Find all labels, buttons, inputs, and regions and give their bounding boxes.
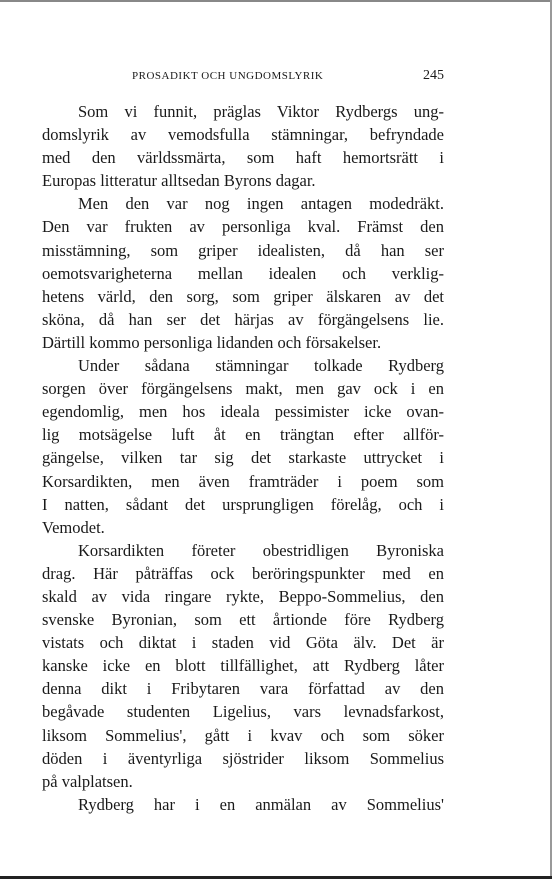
top-border <box>0 0 552 2</box>
text-line: liksom Sommelius', gått i kvav och som söker <box>42 725 444 745</box>
text-line: denna dikt i Fribytaren vara författad av den <box>42 679 444 699</box>
text-line: I natten, sådant det ursprungligen förelåg, och i <box>42 494 444 514</box>
text-line: lig motsägelse luft åt en trängtan efter allför- <box>42 425 444 445</box>
text-line: misstämning, som griper idealisten, då han ser <box>42 240 444 260</box>
text-line: sköna, då han ser det härjas av förgängelsens lie. <box>42 309 444 329</box>
text-line: Under sådana stämningar tolkade Rydberg <box>78 356 444 376</box>
text-line: Därtill kommo personliga lidanden och försakelser. <box>42 332 382 352</box>
text-line: på valplatsen. <box>42 771 133 791</box>
text-line: begåvade studenten Ligelius, vars levnadsfarkost, <box>42 702 444 722</box>
body-text <box>42 100 444 816</box>
text-line: vistats och diktat i staden vid Göta älv. Det är <box>42 633 444 653</box>
text-line: Vemodet. <box>42 517 105 537</box>
text-line: Korsardikten, men även framträder i poem som <box>42 471 444 491</box>
text-line: med den världssmärta, som haft hemortsrätt i <box>42 148 444 168</box>
text-line: döden i äventyrliga sjöstrider liksom Sommelius <box>42 748 444 768</box>
text-line: egendomlig, men hos ideala pessimister icke ovan- <box>42 402 444 422</box>
page-number: 245 <box>423 68 444 83</box>
text-line: Den var frukten av personliga kval. Främst den <box>42 217 444 237</box>
text-line: Som vi funnit, präglas Viktor Rydbergs ung- <box>78 102 444 121</box>
page-header <box>82 68 444 88</box>
text-line: skald av vida ringare rykte, Beppo-Sommelius, den <box>42 586 444 606</box>
text-line: domslyrik av vemodsfulla stämningar, befryndade <box>42 125 444 145</box>
text-line: Rydberg har i en anmälan av Sommelius' <box>78 794 444 814</box>
text-line: gängelse, vilken tar sig det starkaste uttrycket i <box>42 448 444 468</box>
text-line: hetens värld, den sorg, som griper älskaren av det <box>42 286 444 306</box>
text-line: Korsardikten företer obestridligen Byroniska <box>78 540 444 560</box>
text-line: sorgen över förgängelsens makt, men gav ock i en <box>42 379 444 399</box>
text-line: oemotsvarigheterna mellan idealen och verklig- <box>42 263 444 283</box>
running-head: PROSADIKT OCH UNGDOMSLYRIK <box>132 70 324 82</box>
text-line: Europas litteratur alltsedan Byrons dagar. <box>42 171 316 191</box>
text-line: drag. Här påträffas ock beröringspunkter med en <box>42 563 444 583</box>
text-line: Men den var nog ingen antagen modedräkt. <box>78 194 444 214</box>
text-line: svenske Byronian, som ett årtionde före Rydberg <box>42 610 444 630</box>
text-line: kanske icke en blott tillfällighet, att Rydberg låter <box>42 656 444 676</box>
